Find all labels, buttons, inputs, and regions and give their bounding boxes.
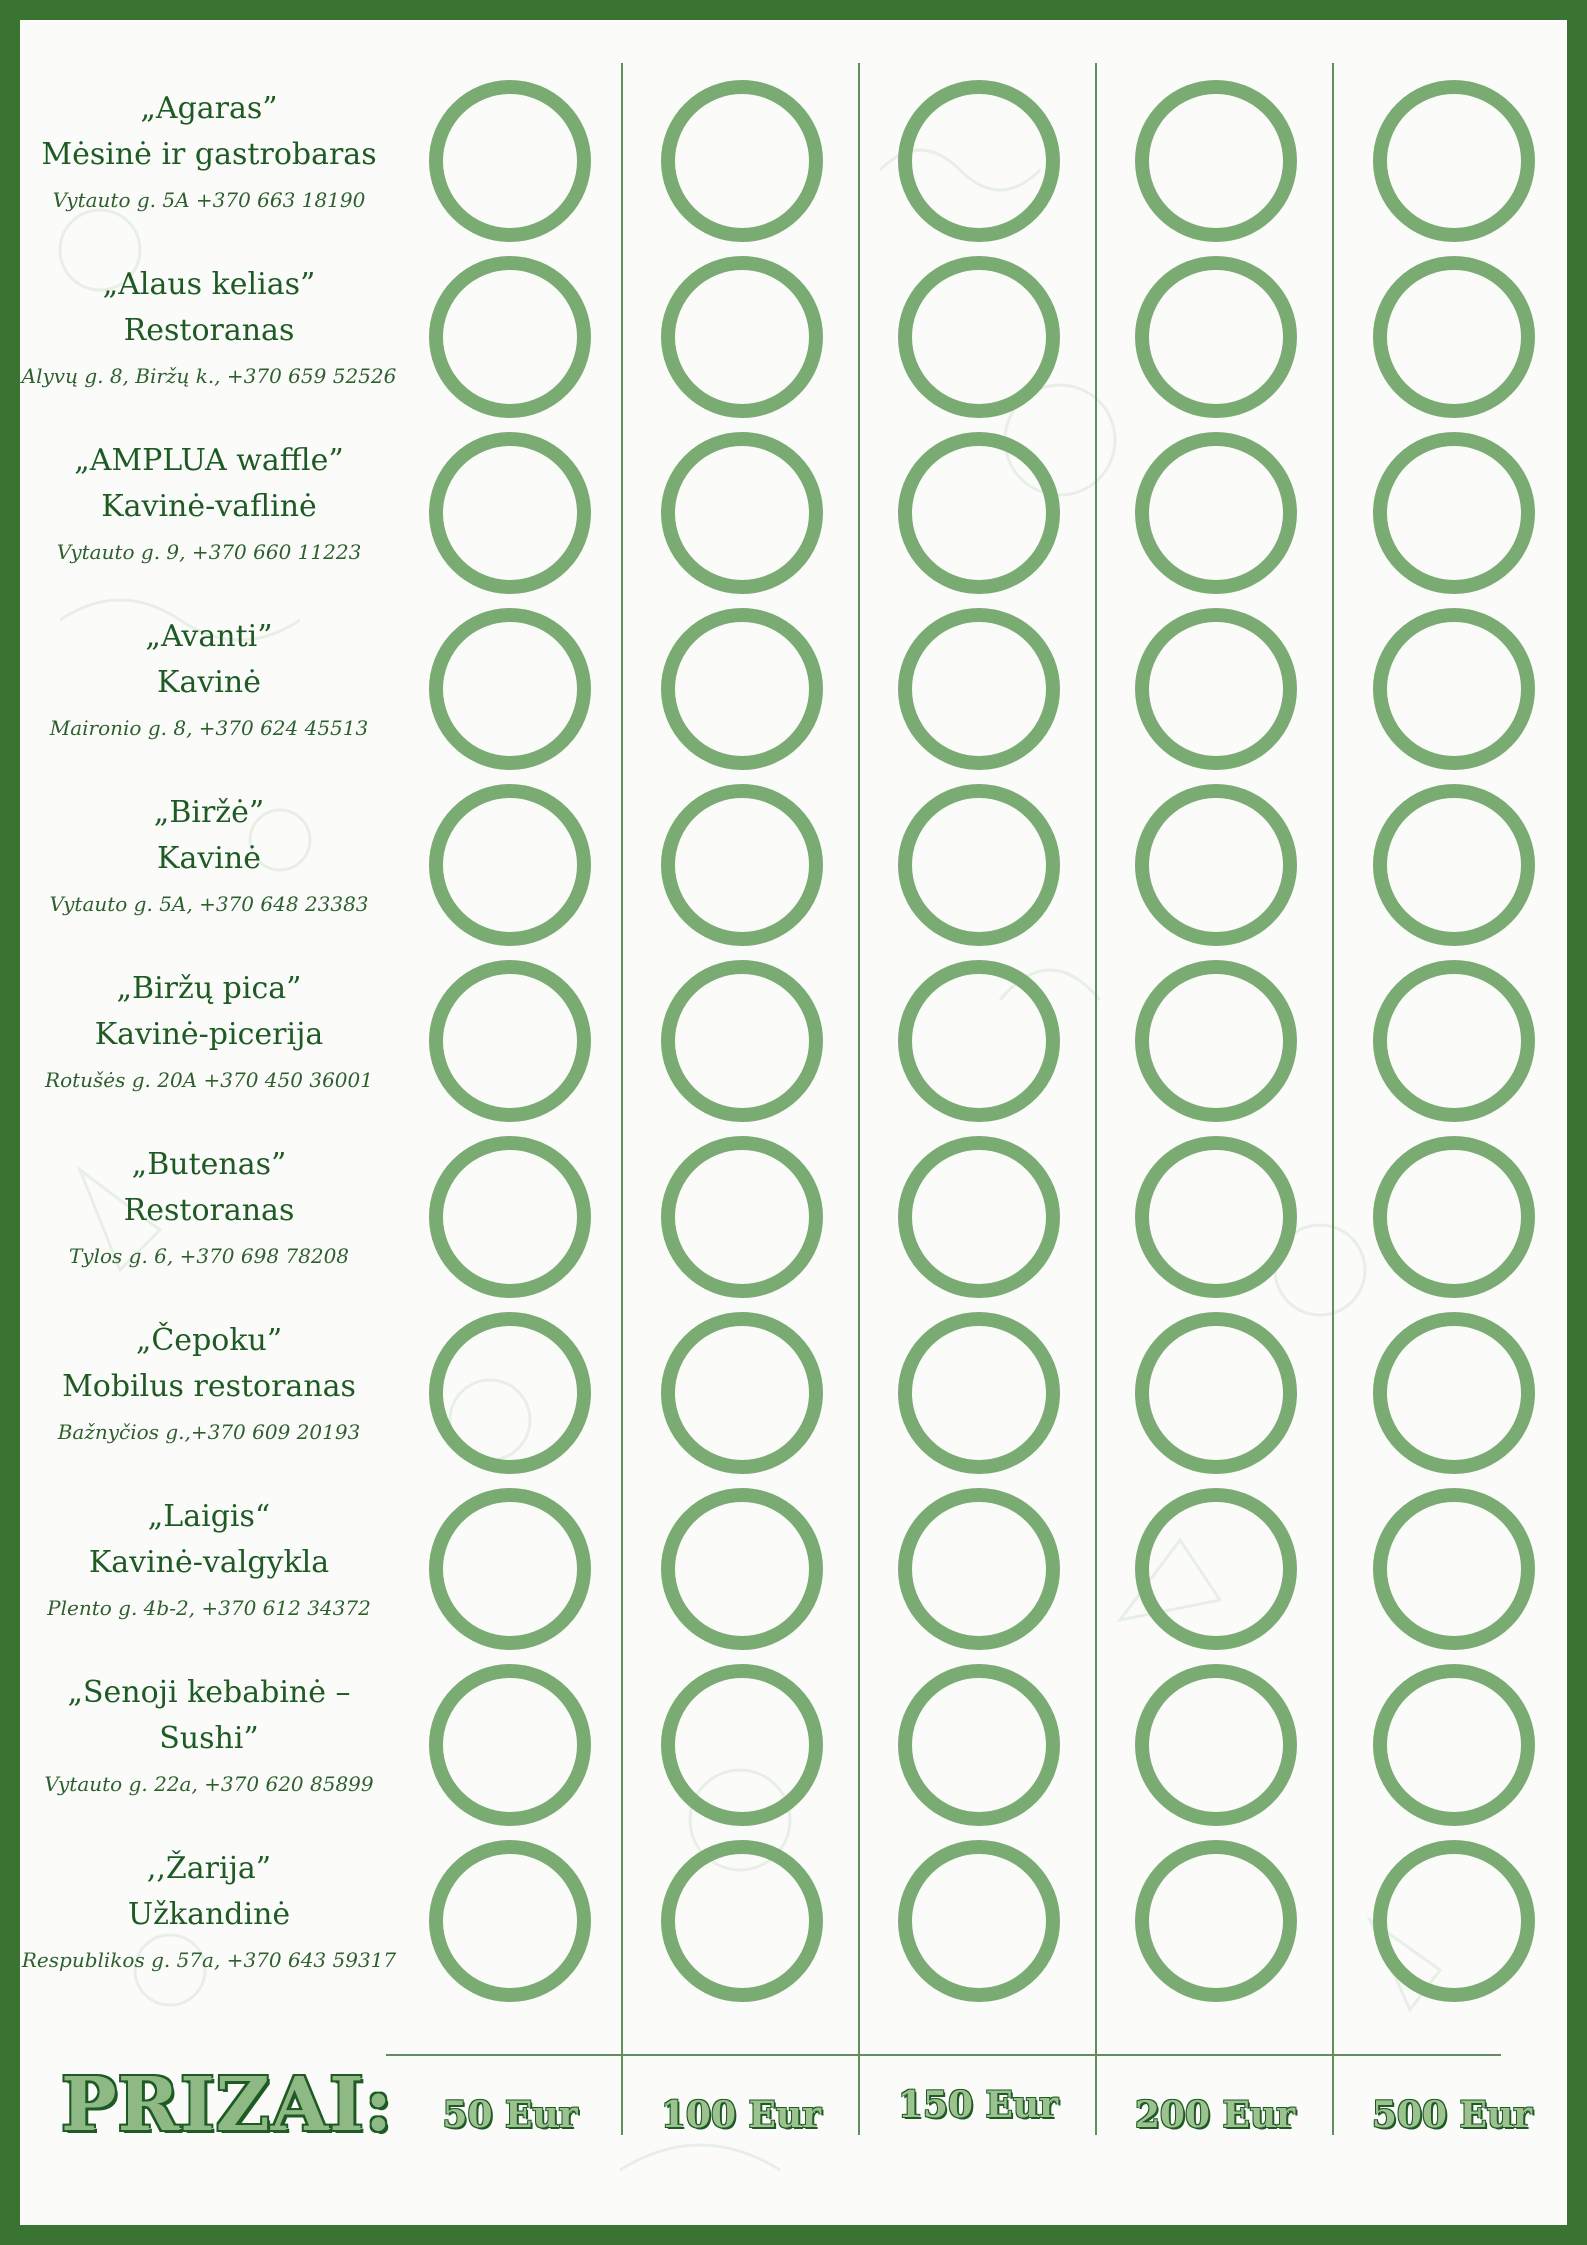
prize-200: 200 Eur [1134,2094,1296,2136]
stamp-circle-4[interactable] [1135,784,1297,946]
restaurant-name: „Čepoku” [135,1323,283,1358]
restaurant-name: „Butenas” [131,1147,287,1182]
stamp-circle-2[interactable] [661,1664,823,1826]
restaurant-info [20,1494,398,1624]
stamp-circle-1[interactable] [429,432,591,594]
stamp-circle-5[interactable] [1373,256,1535,418]
restaurant-type: Restoranas [123,313,295,348]
stamp-circle-1[interactable] [429,784,591,946]
restaurant-row [20,1488,1567,1664]
restaurant-info [20,790,398,920]
stamp-circle-2[interactable] [661,1488,823,1650]
restaurant-row [20,1840,1567,2016]
restaurant-address: Respublikos g. 57a, +370 643 59317 [21,1948,397,1972]
stamp-circle-5[interactable] [1373,960,1535,1122]
stamp-circle-3[interactable] [898,1664,1060,1826]
stamp-circle-5[interactable] [1373,784,1535,946]
stamp-circle-5[interactable] [1373,1136,1535,1298]
stamp-circle-2[interactable] [661,1136,823,1298]
restaurant-row [20,432,1567,608]
stamp-circle-3[interactable] [898,1136,1060,1298]
stamp-circle-3[interactable] [898,1840,1060,2002]
stamp-circle-3[interactable] [898,960,1060,1122]
stamp-circle-3[interactable] [898,256,1060,418]
restaurant-row [20,80,1567,256]
restaurant-row [20,784,1567,960]
stamp-circle-1[interactable] [429,1312,591,1474]
stamp-circle-4[interactable] [1135,432,1297,594]
stamp-circle-1[interactable] [429,960,591,1122]
stamp-circle-4[interactable] [1135,608,1297,770]
stamp-circle-5[interactable] [1373,1664,1535,1826]
restaurant-type: Kavinė-vaflinė [101,489,317,524]
restaurant-name: ,,Žarija” [146,1851,272,1886]
restaurant-row [20,256,1567,432]
stamp-circle-3[interactable] [898,1312,1060,1474]
stamp-circle-1[interactable] [429,1840,591,2002]
stamp-circle-2[interactable] [661,784,823,946]
stamp-circle-4[interactable] [1135,1840,1297,2002]
stamp-circle-3[interactable] [898,80,1060,242]
restaurant-row [20,1136,1567,1312]
restaurant-info [20,1318,398,1448]
stamp-circle-4[interactable] [1135,80,1297,242]
prize-150: 150 Eur [897,2084,1059,2126]
restaurant-address: Rotušės g. 20A +370 450 36001 [45,1068,373,1092]
prize-500: 500 Eur [1371,2094,1533,2136]
restaurant-info [20,438,398,568]
restaurant-type: Restoranas [123,1193,295,1228]
stamp-circle-1[interactable] [429,256,591,418]
stamp-card [20,20,1567,2225]
restaurant-name: „Avanti” [145,619,273,654]
stamp-circle-5[interactable] [1373,1488,1535,1650]
restaurant-name: „Biržų pica” [116,971,302,1006]
stamp-circle-1[interactable] [429,1664,591,1826]
stamp-circle-1[interactable] [429,1136,591,1298]
restaurant-info [20,614,398,744]
restaurant-name: „Biržė” [153,795,265,830]
stamp-circle-4[interactable] [1135,1312,1297,1474]
restaurant-info [20,262,398,392]
stamp-circle-5[interactable] [1373,608,1535,770]
restaurant-type: Užkandinė [127,1897,291,1932]
stamp-circle-5[interactable] [1373,80,1535,242]
stamp-circle-1[interactable] [429,80,591,242]
restaurant-type: Kavinė-valgykla [88,1545,330,1580]
restaurant-type: Mėsinė ir gastrobaras [41,137,377,172]
restaurant-row [20,1664,1567,1840]
restaurant-address: Plento g. 4b-2, +370 612 34372 [47,1596,371,1620]
stamp-circle-1[interactable] [429,1488,591,1650]
stamp-circle-2[interactable] [661,1312,823,1474]
stamp-circle-4[interactable] [1135,960,1297,1122]
stamp-circle-3[interactable] [898,1488,1060,1650]
prizes-divider [386,2054,1501,2056]
restaurant-type: Kavinė [157,841,261,876]
stamp-circle-4[interactable] [1135,1488,1297,1650]
stamp-circle-3[interactable] [898,784,1060,946]
restaurant-name: „Senoji kebabinė – [67,1675,351,1710]
restaurant-info [20,86,398,216]
restaurant-name: „Laigis“ [147,1499,271,1534]
prizes-title: PRIZAI: [60,2062,394,2148]
stamp-circle-4[interactable] [1135,1664,1297,1826]
restaurant-name: „Alaus kelias” [102,267,316,302]
restaurant-address: Alyvų g. 8, Biržų k., +370 659 52526 [21,364,397,388]
restaurant-type: Sushi” [159,1721,259,1756]
prize-100: 100 Eur [660,2094,822,2136]
restaurant-name: „Agaras” [140,91,278,126]
stamp-circle-1[interactable] [429,608,591,770]
restaurant-address: Tylos g. 6, +370 698 78208 [68,1244,350,1268]
stamp-circle-5[interactable] [1373,1840,1535,2002]
restaurant-name: „AMPLUA waffle” [74,443,344,478]
stamp-circle-2[interactable] [661,256,823,418]
restaurant-info [20,1670,398,1800]
restaurant-address: Bažnyčios g.,+370 609 20193 [57,1420,361,1444]
stamp-circle-4[interactable] [1135,256,1297,418]
stamp-circle-5[interactable] [1373,432,1535,594]
stamp-circle-2[interactable] [661,960,823,1122]
prize-50: 50 Eur [442,2094,578,2136]
restaurant-address: Vytauto g. 5A, +370 648 23383 [49,892,369,916]
restaurant-type: Mobilus restoranas [62,1369,356,1404]
restaurant-row [20,960,1567,1136]
stamp-circle-2[interactable] [661,432,823,594]
restaurant-info [20,1846,398,1976]
restaurant-address: Vytauto g. 22a, +370 620 85899 [44,1772,374,1796]
restaurant-row [20,608,1567,784]
stamp-circle-2[interactable] [661,1840,823,2002]
stamp-circle-3[interactable] [898,608,1060,770]
stamp-circle-3[interactable] [898,432,1060,594]
restaurant-row [20,1312,1567,1488]
stamp-circle-2[interactable] [661,608,823,770]
stamp-circle-2[interactable] [661,80,823,242]
restaurant-info [20,966,398,1096]
restaurant-address: Vytauto g. 5A +370 663 18190 [52,188,366,212]
restaurant-type: Kavinė [157,665,261,700]
restaurant-address: Vytauto g. 9, +370 660 11223 [56,540,362,564]
restaurant-address: Maironio g. 8, +370 624 45513 [49,716,369,740]
restaurant-info [20,1142,398,1272]
restaurant-type: Kavinė-picerija [94,1017,324,1052]
stamp-circle-4[interactable] [1135,1136,1297,1298]
stamp-circle-5[interactable] [1373,1312,1535,1474]
